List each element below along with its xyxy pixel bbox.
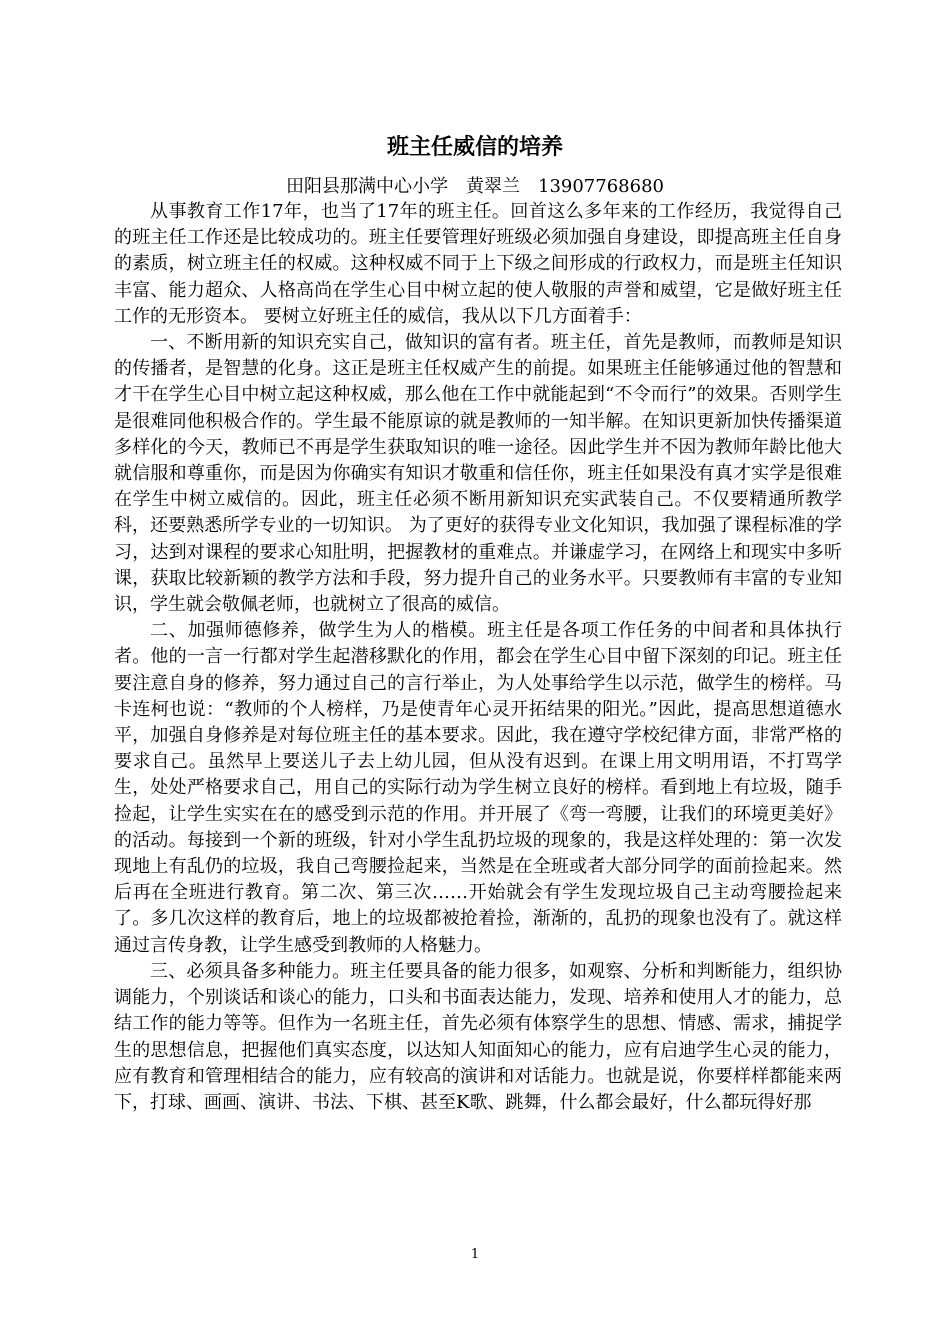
paragraph-section-1: 一、不断用新的知识充实自己，做知识的富有者。班主任，首先是教师，而教师是知识的传播者，是智慧的化身。这正是班主任权威产生的前提。如果班主任能够通过他的智慧和才干在学生心目中树立起这种权威，那么他在工作中就能起到“不令而行”的效果。否则学生是很难同他积极合作的。学生最不能原谅的就是教师的一知半解。在知识更新加快传播渠道多样化的今天，教师已不再是学生获取知识的唯一途径。因此学生并不因为教师年龄比他大就信服和尊重你，而是因为你确实有知识才敬重和信任你，班主任如果没有真才实学是很难在学生中树立威信的。因此，班主任必须不断用新知识充实武装自己。不仅要精通所教学科，还要熟悉所学专业的一切知识。 为了更好的获得专业文化知识，我加强了课程标准的学习，达到对课程的要求心知肚明，把握教材的重难点。并谦虚学习，在网络上和现实中多听课，获取比较新颖的教学方法和手段，努力提升自己的业务水平。只要教师有丰富的专业知识，学生就会敬佩老师，也就树立了很高的威信。 <box>114 332 842 616</box>
paragraph-section-3: 三、必须具备多种能力。班主任要具备的能力很多，如观察、分析和判断能力，组织协调能力，个别谈话和谈心的能力，口头和书面表达能力，发现、培养和使用人才的能力，总结工作的能力等等。但作为一名班主任，首先必须有体察学生的思想、情感、需求，捕捉学生的思想信息，把握他们真实态度，以达知人知面知心的能力，应有启迪学生心灵的能力，应有教育和管理相结合的能力，应有较高的演讲和对话能力。也就是说，你要样样都能来两下，打球、画画、演讲、书法、下棋、甚至K歌、跳舞，什么都会最好，什么都玩得好那 <box>114 960 842 1113</box>
author-line: 田阳县那满中心小学 黄翠兰 13907768680 <box>286 176 664 197</box>
document-body <box>114 199 842 1116</box>
paragraph-section-2: 二、加强师德修养，做学生为人的楷模。班主任是各项工作任务的中间者和具体执行者。他的一言一行都对学生起潜移默化的作用，都会在学生心目中留下深刻的印记。班主任要注意自身的修养，努力通过自己的言行举止，为人处事给学生以示范，做学生的榜样。马卡连柯也说：“教师的个人榜样，乃是使青年心灵开拓结果的阳光。”因此，提高思想道德水平，加强自身修养是对每位班主任的基本要求。因此，我在遵守学校纪律方面，非常严格的要求自己。虽然早上要送儿子去上幼儿园，但从没有迟到。在课上用文明用语，不打骂学生，处处严格要求自己，用自己的实际行动为学生树立良好的榜样。看到地上有垃圾，随手捡起，让学生实实在在的感受到示范的作用。并开展了《弯一弯腰，让我们的环境更美好》的活动。每接到一个新的班级，针对小学生乱扔垃圾的现象的，我是这样处理的：第一次发现地上有乱仍的垃圾，我自己弯腰捡起来，当然是在全班或者大部分同学的面前捡起来。然后再在全班进行教育。第二次、第三次……开始就会有学生发现垃圾自己主动弯腰捡起来了。多几次这样的教育后，地上的垃圾都被抢着捡，渐渐的，乱扔的现象也没有了。就这样通过言传身教，让学生感受到教师的人格魅力。 <box>114 620 842 956</box>
paragraph-intro: 从事教育工作17年，也当了17年的班主任。回首这么多年来的工作经历，我觉得自己的班主任工作还是比较成功的。班主任要管理好班级必须加强自身建设，即提高班主任自身的素质，树立班主任的权威。这种权威不同于上下级之间形成的行政权力，而是班主任知识丰富、能力超众、人格高尚在学生心目中树立起的使人敬服的声誉和威望，它是做好班主任工作的无形资本。 要树立好班主任的威信，我从以下几方面着手： <box>114 201 842 327</box>
page-number: 1 <box>470 1247 480 1262</box>
document-title: 班主任威信的培养 <box>386 135 563 160</box>
